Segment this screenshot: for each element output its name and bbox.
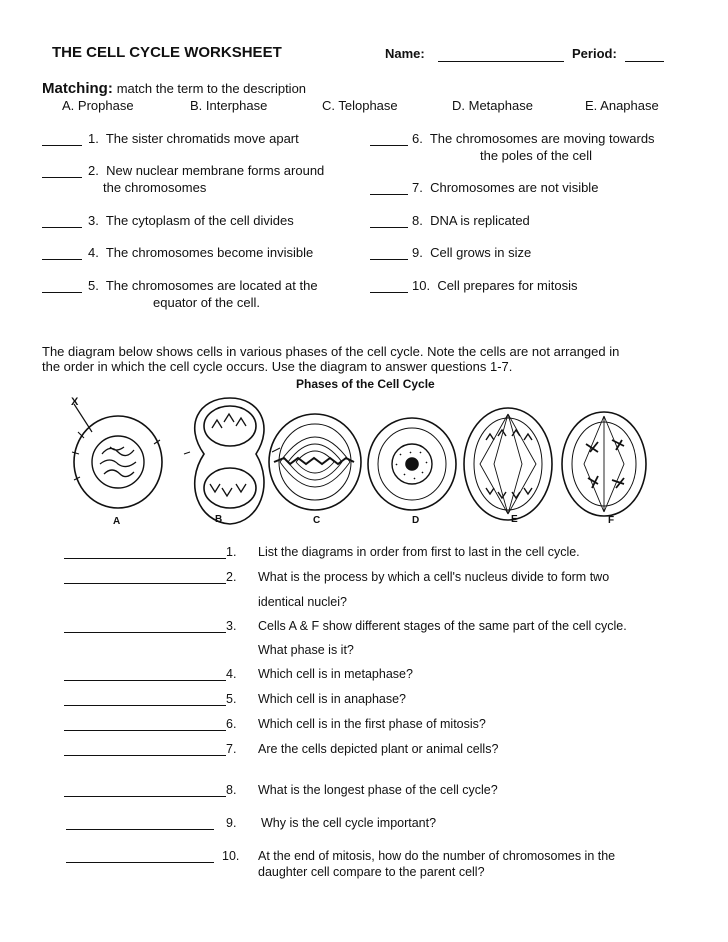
worksheet-title: THE CELL CYCLE WORKSHEET [52,44,282,61]
sq-num-5: 5. [226,692,237,706]
sq-text-3: Cells A & F show different stages of the same part of the cell cycle. [258,619,627,633]
match-question-8: 8. DNA is replicated [412,213,530,228]
sq-text-9: Why is the cell cycle important? [261,816,437,830]
term-d: D. Metaphase [452,98,533,113]
short-answer-blank-9[interactable] [66,829,214,830]
match-question-7: 7. Chromosomes are not visible [412,180,599,195]
answer-blank-4[interactable] [42,259,82,260]
match-question-2: 2. New nuclear membrane forms around [88,163,325,178]
term-b: B. Interphase [190,98,268,113]
sq-num-10: 10. [222,849,240,863]
match-question-5-cont: equator of the cell. [153,295,260,310]
answer-blank-7[interactable] [370,194,408,195]
cell-label-c: C [313,515,321,526]
x-mark: X [71,396,79,408]
short-answer-blank-10[interactable] [66,862,214,863]
sq-text-8: What is the longest phase of the cell cycle? [258,783,498,797]
diagram-intro-line-2: the order in which the cell cycle occurs. Use the diagram to answer questions 1-7. [42,359,513,374]
short-answer-blank-7[interactable] [64,755,226,756]
sq-cont-3: What phase is it? [258,643,354,657]
term-a: A. Prophase [62,98,134,113]
sq-num-4: 4. [226,667,237,681]
match-question-4: 4. The chromosomes become invisible [88,245,314,260]
cell-d-image [368,418,456,510]
short-answer-blank-8[interactable] [64,796,226,797]
cell-a-image [72,404,162,508]
sq-text-1: List the diagrams in order from first to last in the cell cycle. [258,545,580,559]
sq-text-10: At the end of mitosis, how do the number of chromosomes in the [258,849,616,863]
answer-blank-5[interactable] [42,292,82,293]
sq-num-6: 6. [226,717,237,731]
match-question-6-cont: the poles of the cell [480,148,593,163]
sq-text-2: What is the process by which a cell's nucleus divide to form two [258,570,610,584]
matching-instruction: match the term to the description [116,81,307,96]
sq-text-4: Which cell is in metaphase? [258,667,413,681]
sq-num-9: 9. [226,816,237,830]
sq-num-3: 3. [226,619,237,633]
term-e: E. Anaphase [585,98,659,113]
sq-num-7: 7. [226,742,237,756]
cell-c-image [269,414,361,510]
short-answer-blank-3[interactable] [64,632,226,633]
name-field-line[interactable] [438,61,564,62]
cell-label-f: F [608,515,615,526]
match-question-2-cont: the chromosomes [103,180,207,195]
cell-cycle-diagram [60,392,660,532]
sq-text-5: Which cell is in anaphase? [258,692,406,706]
sq-cont-10: daughter cell compare to the parent cell? [258,865,485,879]
sq-num-8: 8. [226,783,237,797]
cell-label-a: A [113,516,121,527]
match-question-3: 3. The cytoplasm of the cell divides [88,213,294,228]
answer-blank-6[interactable] [370,145,408,146]
answer-blank-8[interactable] [370,227,408,228]
name-label: Name: [385,46,425,61]
sq-cont-2: identical nuclei? [258,595,347,609]
match-question-5: 5. The chromosomes are located at the [88,278,318,293]
cell-label-b: B [215,514,223,525]
cell-e-image [464,408,552,520]
period-field-line[interactable] [625,61,664,62]
matching-label: Matching: [42,80,113,97]
answer-blank-1[interactable] [42,145,82,146]
short-answer-blank-6[interactable] [64,730,226,731]
matching-heading [42,80,306,97]
period-label: Period: [572,46,617,61]
short-answer-blank-4[interactable] [64,680,226,681]
short-answer-blank-5[interactable] [64,705,226,706]
match-question-9: 9. Cell grows in size [412,245,532,260]
term-c: C. Telophase [322,98,398,113]
answer-blank-9[interactable] [370,259,408,260]
sq-text-7: Are the cells depicted plant or animal cells? [258,742,499,756]
sq-num-1: 1. [226,545,237,559]
diagram-title: Phases of the Cell Cycle [296,377,435,391]
diagram-intro-line-1: The diagram below shows cells in various phases of the cell cycle. Note the cells are not arranged in [42,344,620,359]
cell-b-image [184,398,280,524]
cell-label-d: D [412,515,420,526]
match-question-10: 10. Cell prepares for mitosis [412,278,578,293]
short-answer-blank-1[interactable] [64,558,226,559]
match-question-1: 1. The sister chromatids move apart [88,131,299,146]
answer-blank-3[interactable] [42,227,82,228]
short-answer-blank-2[interactable] [64,583,226,584]
sq-text-6: Which cell is in the first phase of mitosis? [258,717,486,731]
sq-num-2: 2. [226,570,237,584]
cell-label-e: E [511,514,518,525]
answer-blank-10[interactable] [370,292,408,293]
match-question-6: 6. The chromosomes are moving towards [412,131,655,146]
cell-f-image [562,412,646,516]
answer-blank-2[interactable] [42,177,82,178]
